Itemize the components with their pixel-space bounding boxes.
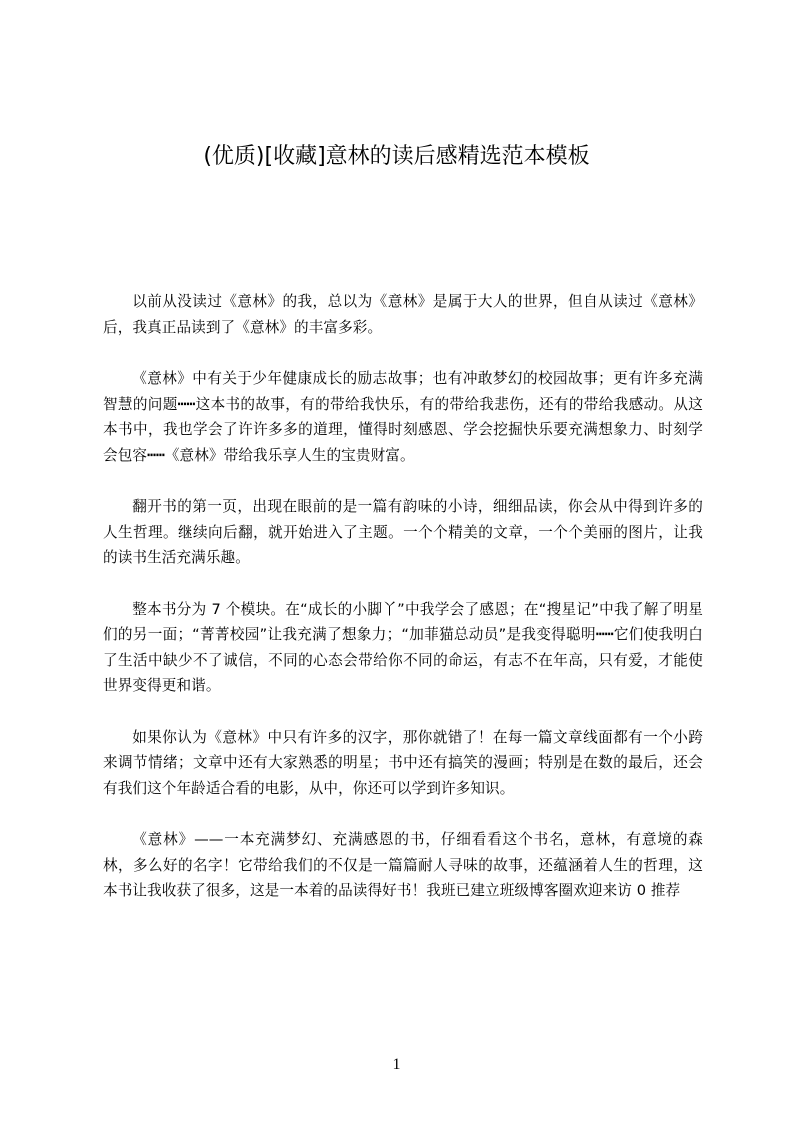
paragraph: 整本书分为 7 个模块。在“成长的小脚丫”中我学会了感恩；在“搜星记”中我了解了明星们的另一面；“菁菁校园”让我充满了想象力；“加菲猫总动员”是我变得聪明┅┅它们使我明白了生活中缺少不了诚信，不同的心态会带给你不同的命运，有志不在年高，只有爱，才能使世界变得更和谐。 xyxy=(103,600,703,694)
page-title: (优质)[收藏]意林的读后感精选范本模板 xyxy=(203,144,590,169)
paragraph: 《意林》——一本充满梦幻、充满感恩的书，仔细看看这个书名，意林，有意境的森林，多么好的名字！它带给我们的不仅是一篇篇耐人寻味的故事，还蕴涵着人生的哲理，这本书让我收获了很多，这是一本着的品读得好书！我班已建立班级博客圈欢迎来访 0 推荐 xyxy=(103,831,703,899)
paragraph: 翻开书的第一页，出现在眼前的是一篇有韵味的小诗，细细品读，你会从中得到许多的人生哲理。继续向后翻，就开始进入了主题。一个个精美的文章，一个个美丽的图片，让我的读书生活充满乐趣。 xyxy=(103,498,703,566)
paragraph: 《意林》中有关于少年健康成长的励志故事；也有冲敢梦幻的校园故事；更有许多充满智慧的问题┅┅这本书的故事，有的带给我快乐，有的带给我悲伤，还有的带给我感动。从这本书中，我也学会了许许多多的道理，懂得时刻感恩、学会挖掘快乐要充满想象力、时刻学会包容┅┅《意林》带给我乐享人生的宝贵财富。 xyxy=(103,370,703,464)
paragraph: 如果你认为《意林》中只有许多的汉字，那你就错了！在每一篇文章线面都有一个小跨来调节情绪；文章中还有大家熟悉的明星；书中还有搞笑的漫画；特别是在数的最后，还会有我们这个年龄适合看的电影，从中，你还可以学到许多知识。 xyxy=(103,728,703,797)
paragraph: 以前从没读过《意林》的我，总以为《意林》是属于大人的世界，但自从读过《意林》后，我真正品读到了《意林》的丰富多彩。 xyxy=(103,293,703,336)
document-body xyxy=(103,289,703,930)
page-number: 1 xyxy=(392,1056,401,1073)
